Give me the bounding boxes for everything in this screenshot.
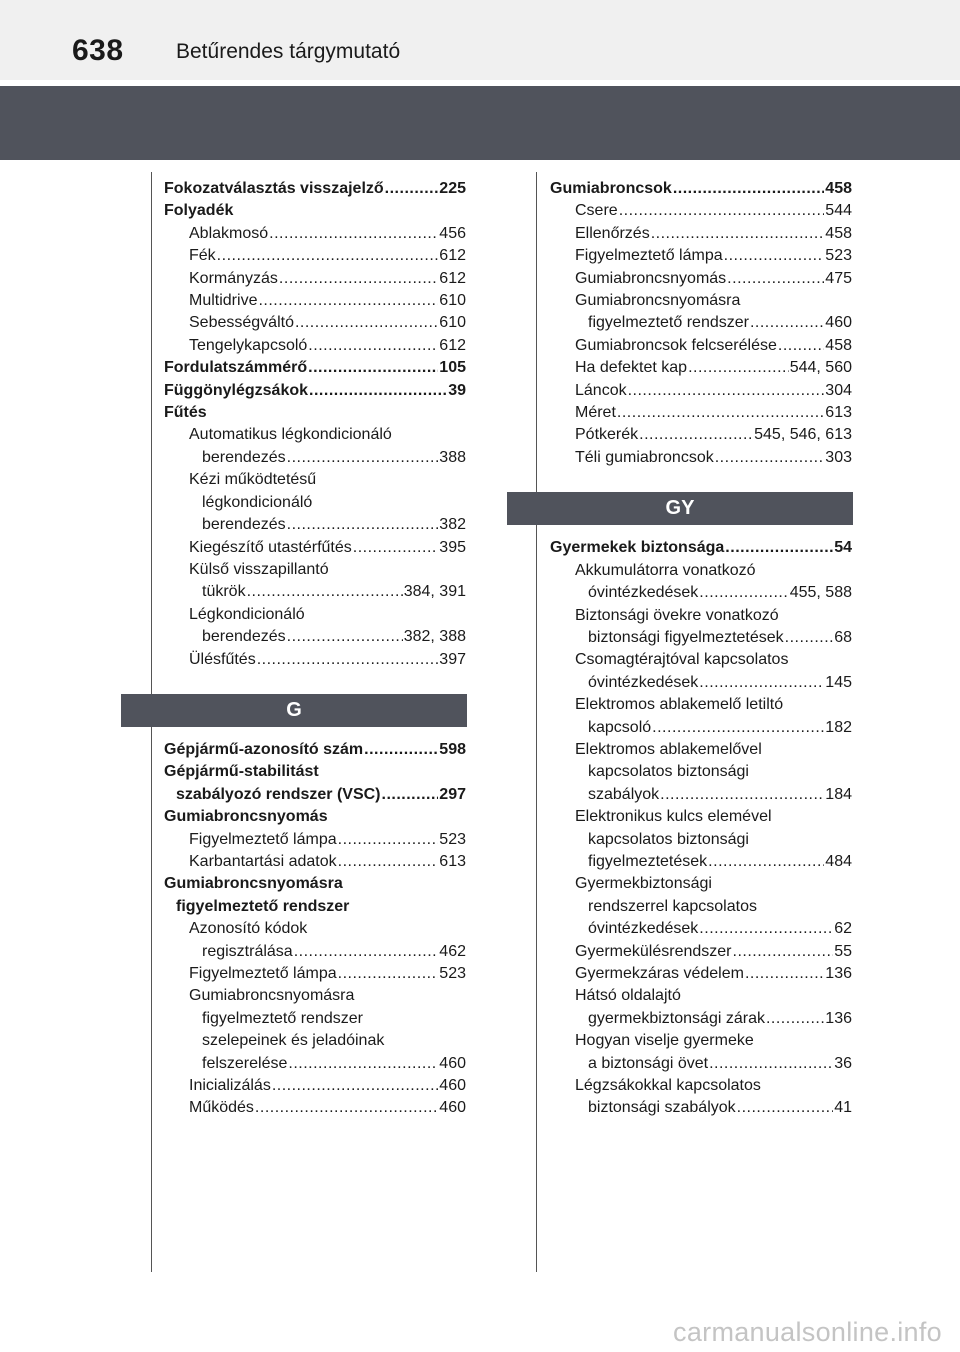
index-entry: [550, 245, 852, 267]
index-entry: [550, 537, 852, 559]
entry-term: Elektromos ablakemelővel: [575, 740, 762, 758]
entry-page-ref: 610: [439, 314, 466, 332]
entry-page-ref: 545, 546, 613: [754, 426, 852, 444]
entry-term: berendezés: [202, 448, 286, 466]
entry-term: óvintézkedések: [588, 584, 699, 602]
index-entry: [550, 200, 852, 222]
entry-term: Légkondicionáló: [189, 605, 305, 623]
section-letter-bar: GY: [507, 492, 853, 525]
entry-page-ref: 460: [439, 1077, 466, 1095]
index-entry: [550, 1097, 852, 1119]
entry-page-ref: 384, 391: [403, 583, 466, 601]
entry-term: Gyermekülésrendszer: [575, 942, 732, 960]
entry-page-ref: 612: [439, 269, 466, 287]
dot-leader: [309, 380, 447, 402]
entry-term: Légzsákokkal kapcsolatos: [575, 1077, 761, 1095]
entry-term: biztonsági szabályok: [588, 1099, 736, 1117]
index-entry: [164, 492, 466, 514]
index-entry: [550, 335, 852, 357]
index-entry: [550, 290, 852, 312]
dot-leader: [288, 1053, 438, 1075]
index-entry: [550, 424, 852, 446]
index-entry: [550, 694, 852, 716]
dot-leader: [272, 1075, 438, 1097]
index-entry: [550, 605, 852, 627]
dot-leader: [308, 335, 438, 357]
entry-term: biztonsági figyelmeztetések: [588, 628, 784, 646]
entry-term: kapcsolatos biztonsági: [588, 763, 749, 781]
entry-page-ref: 462: [439, 942, 466, 960]
entry-term: Biztonsági övekre vonatkozó: [575, 606, 779, 624]
entry-page-ref: 184: [825, 785, 852, 803]
dot-leader: [308, 357, 438, 379]
index-entry: [164, 1053, 466, 1075]
entry-page-ref: 304: [825, 381, 852, 399]
entry-term: Figyelmeztető lámpa: [189, 830, 337, 848]
entry-page-ref: 136: [825, 1009, 852, 1027]
dot-leader: [255, 1097, 438, 1119]
dot-leader: [338, 963, 439, 985]
entry-term: kapcsolatos biztonsági: [588, 830, 749, 848]
entry-page-ref: 523: [439, 830, 466, 848]
entry-page-ref: 382: [439, 516, 466, 534]
entry-page-ref: 39: [448, 381, 466, 399]
index-entry: [164, 985, 466, 1007]
entry-page-ref: 458: [825, 336, 852, 354]
dot-leader: [385, 178, 439, 200]
dot-leader: [338, 829, 439, 851]
index-entry: [550, 761, 852, 783]
entry-term: Ellenőrzés: [575, 224, 650, 242]
index-column-left: [164, 178, 466, 1120]
entry-term: Ha defektet kap: [575, 359, 688, 377]
entry-term: felszerelése: [202, 1054, 288, 1072]
entry-page-ref: 456: [439, 224, 466, 242]
entry-page-ref: 395: [439, 538, 466, 556]
dot-leader: [258, 290, 438, 312]
dot-leader: [247, 581, 403, 603]
entry-term: Fűtés: [164, 404, 207, 422]
dot-leader: [287, 447, 439, 469]
index-entry: [164, 402, 466, 424]
entry-term: Ablakmosó: [189, 224, 269, 242]
header-band: [0, 86, 960, 160]
index-entry: [550, 896, 852, 918]
entry-page-ref: 55: [834, 942, 852, 960]
dot-leader: [708, 851, 824, 873]
dot-leader: [217, 245, 439, 267]
dot-leader: [778, 335, 824, 357]
index-entry: [550, 447, 852, 469]
entry-term: Tengelykapcsoló: [189, 336, 308, 354]
index-entry: [550, 1030, 852, 1052]
entry-term: Gumiabroncsnyomásra: [189, 987, 355, 1005]
entry-term: Inicializálás: [189, 1077, 271, 1095]
index-entry: [550, 806, 852, 828]
entry-term: szelepeinek és jeladóinak: [202, 1032, 385, 1050]
index-entry: [164, 312, 466, 334]
entry-term: berendezés: [202, 516, 286, 534]
index-entry: [164, 335, 466, 357]
entry-term: tükrök: [202, 583, 246, 601]
entry-term: Sebességváltó: [189, 314, 294, 332]
entry-term: figyelmeztető rendszer: [588, 314, 749, 332]
entry-page-ref: 62: [834, 920, 852, 938]
entry-term: Pótkerék: [575, 426, 639, 444]
index-entry: [164, 1030, 466, 1052]
entry-page-ref: 455, 588: [789, 584, 852, 602]
index-entry: [164, 424, 466, 446]
entry-term: Folyadék: [164, 202, 234, 220]
entry-page-ref: 475: [825, 269, 852, 287]
entry-term: Akkumulátorra vonatkozó: [575, 561, 756, 579]
entry-page-ref: 460: [439, 1054, 466, 1072]
entry-term: figyelmeztető rendszer: [176, 897, 350, 915]
index-entry: [164, 357, 466, 379]
entry-term: Figyelmeztető lámpa: [575, 247, 723, 265]
entry-term: Gumiabroncsok: [550, 180, 672, 197]
index-entry: [164, 806, 466, 828]
entry-page-ref: 225: [439, 180, 466, 197]
dot-leader: [699, 582, 788, 604]
index-entry: [164, 941, 466, 963]
entry-term: Gumiabroncsnyomás: [575, 269, 727, 287]
entry-term: kapcsoló: [588, 718, 652, 736]
entry-term: Gyermekzáras védelem: [575, 965, 744, 982]
index-entry: [164, 559, 466, 581]
entry-page-ref: 105: [439, 359, 466, 377]
index-entry: [550, 223, 852, 245]
dot-leader: [617, 402, 824, 424]
section-letter-bar: G: [121, 694, 467, 727]
page-header: [0, 0, 960, 80]
index-entry: [164, 245, 466, 267]
page-title: Betűrendes tárgymutató: [176, 40, 401, 63]
index-entry: [164, 851, 466, 873]
entry-page-ref: 613: [439, 852, 466, 870]
entry-term: regisztrálása: [202, 942, 293, 960]
index-entry: [550, 739, 852, 761]
index-entry: [550, 178, 852, 200]
entry-term: óvintézkedések: [588, 673, 699, 691]
dot-leader: [699, 918, 833, 940]
index-column-right: [550, 178, 852, 1120]
index-entry: [164, 1075, 466, 1097]
dot-leader: [279, 268, 438, 290]
entry-term: Karbantartási adatok: [189, 852, 337, 870]
entry-page-ref: 460: [825, 314, 852, 332]
index-entry: [164, 514, 466, 536]
entry-page-ref: 458: [825, 180, 852, 197]
entry-term: Gépjármű-azonosító szám: [164, 740, 364, 758]
entry-term: Méret: [575, 404, 616, 422]
index-entry: [164, 223, 466, 245]
entry-term: Téli gumiabroncsok: [575, 448, 714, 466]
entry-term: Hogyan viselje gyermeke: [575, 1032, 754, 1050]
index-entry: [164, 537, 466, 559]
entry-page-ref: 612: [439, 247, 466, 265]
index-entry: [164, 447, 466, 469]
index-entry: [550, 1008, 852, 1030]
index-entry: [164, 178, 466, 200]
dot-leader: [287, 626, 403, 648]
entry-term: figyelmeztető rendszer: [202, 1009, 363, 1027]
index-entry: [164, 829, 466, 851]
index-entry: [164, 604, 466, 626]
dot-leader: [269, 223, 438, 245]
entry-page-ref: 145: [825, 673, 852, 691]
dot-leader: [715, 447, 825, 469]
entry-term: Csere: [575, 202, 618, 220]
index-entry: [550, 829, 852, 851]
dot-leader: [639, 424, 753, 446]
entry-page-ref: 41: [834, 1099, 852, 1117]
entry-term: Csomagtérajtóval kapcsolatos: [575, 651, 789, 669]
entry-page-ref: 388: [439, 448, 466, 466]
entry-page-ref: 458: [825, 224, 852, 242]
index-entry: [164, 268, 466, 290]
entry-term: a biztonsági övet: [588, 1054, 709, 1072]
index-entry: [550, 851, 852, 873]
dot-leader: [750, 312, 824, 334]
column-divider-right: [536, 172, 537, 1272]
entry-page-ref: 303: [825, 448, 852, 466]
entry-term: Hátsó oldalajtó: [575, 987, 681, 1005]
entry-page-ref: 397: [439, 650, 466, 668]
entry-term: Függönylégzsákok: [164, 381, 309, 399]
entry-term: Működés: [189, 1099, 254, 1117]
entry-page-ref: 613: [825, 404, 852, 422]
entry-page-ref: 54: [834, 539, 852, 557]
dot-leader: [257, 649, 439, 671]
dot-leader: [733, 941, 834, 963]
dot-leader: [725, 537, 833, 559]
dot-leader: [628, 380, 825, 402]
entry-term: Multidrive: [189, 292, 258, 310]
entry-term: Gyermekbiztonsági: [575, 875, 712, 893]
entry-page-ref: 36: [834, 1054, 852, 1072]
entry-term: Kiegészítő utastérfűtés: [189, 538, 352, 556]
entry-page-ref: 612: [439, 336, 466, 354]
entry-term: Elektromos ablakemelő letiltó: [575, 696, 784, 714]
entry-term: berendezés: [202, 628, 286, 646]
index-entry: [550, 312, 852, 334]
dot-leader: [353, 537, 439, 559]
dot-leader: [364, 739, 438, 761]
dot-leader: [652, 717, 824, 739]
dot-leader: [660, 784, 824, 806]
entry-term: óvintézkedések: [588, 920, 699, 938]
entry-term: Kormányzás: [189, 269, 278, 287]
index-entry: [550, 402, 852, 424]
index-entry: [550, 941, 852, 963]
entry-page-ref: 523: [439, 965, 466, 982]
index-entry: [164, 581, 466, 603]
index-entry: [550, 380, 852, 402]
entry-term: Fokozatválasztás visszajelző: [164, 180, 384, 197]
entry-term: Kézi működtetésű: [189, 471, 317, 489]
index-entry: [550, 649, 852, 671]
dot-leader: [688, 357, 789, 379]
entry-term: Gumiabroncsnyomásra: [575, 292, 741, 310]
entry-page-ref: 68: [834, 628, 852, 646]
dot-leader: [295, 312, 438, 334]
index-entry: [550, 627, 852, 649]
entry-term: Gumiabroncsnyomásra: [164, 875, 343, 893]
entry-page-ref: 297: [439, 785, 466, 803]
index-entry: [550, 985, 852, 1007]
index-entry: [550, 873, 852, 895]
dot-leader: [724, 245, 825, 267]
dot-leader: [382, 784, 439, 806]
index-entry: [164, 1008, 466, 1030]
entry-term: légkondicionáló: [202, 493, 313, 511]
dot-leader: [766, 1008, 824, 1030]
index-entry: [164, 380, 466, 402]
dot-leader: [745, 963, 824, 985]
index-entry: [550, 918, 852, 940]
entry-term: Automatikus légkondicionáló: [189, 426, 392, 444]
dot-leader: [785, 627, 834, 649]
entry-term: gyermekbiztonsági zárak: [588, 1009, 765, 1027]
entry-page-ref: 136: [825, 965, 852, 982]
entry-page-ref: 460: [439, 1099, 466, 1117]
entry-term: Elektronikus kulcs elemével: [575, 808, 772, 826]
entry-term: szabályok: [588, 785, 660, 803]
entry-term: Gyermekek biztonsága: [550, 539, 725, 557]
entry-term: Figyelmeztető lámpa: [189, 965, 337, 982]
index-entry: [550, 268, 852, 290]
page-number: 638: [72, 34, 124, 67]
index-entry: [164, 200, 466, 222]
index-entry: [164, 649, 466, 671]
index-entry: [164, 761, 466, 783]
entry-term: rendszerrel kapcsolatos: [588, 897, 757, 915]
index-entry: [164, 918, 466, 940]
entry-term: Gépjármű-stabilitást: [164, 763, 319, 781]
index-entry: [550, 1053, 852, 1075]
watermark: carmanualsonline.info: [673, 1317, 942, 1347]
index-entry: [164, 963, 466, 985]
index-entry: [164, 626, 466, 648]
index-entry: [550, 717, 852, 739]
dot-leader: [294, 941, 439, 963]
dot-leader: [699, 672, 824, 694]
entry-page-ref: 382, 388: [403, 628, 466, 646]
index-entry: [164, 469, 466, 491]
entry-page-ref: 523: [825, 247, 852, 265]
dot-leader: [673, 178, 824, 200]
entry-page-ref: 484: [825, 852, 852, 870]
entry-page-ref: 544: [825, 202, 852, 220]
entry-page-ref: 544, 560: [789, 359, 852, 377]
dot-leader: [709, 1053, 833, 1075]
index-entry: [550, 672, 852, 694]
entry-term: Azonosító kódok: [189, 920, 308, 938]
index-entry: [164, 873, 466, 895]
index-entry: [550, 582, 852, 604]
entry-term: Fordulatszámmérő: [164, 359, 308, 377]
index-entry: [164, 290, 466, 312]
dot-leader: [737, 1097, 834, 1119]
entry-term: Külső visszapillantó: [189, 560, 329, 578]
index-entry: [550, 1075, 852, 1097]
index-entry: [550, 963, 852, 985]
index-entry: [164, 896, 466, 918]
entry-term: Gumiabroncsnyomás: [164, 808, 328, 826]
index-entry: [550, 357, 852, 379]
entry-term: Láncok: [575, 381, 627, 399]
index-entry: [164, 1097, 466, 1119]
entry-term: figyelmeztetések: [588, 852, 708, 870]
dot-leader: [727, 268, 824, 290]
dot-leader: [338, 851, 439, 873]
dot-leader: [619, 200, 825, 222]
entry-page-ref: 182: [825, 718, 852, 736]
dot-leader: [287, 514, 439, 536]
entry-term: Fék: [189, 247, 216, 265]
entry-page-ref: 610: [439, 292, 466, 310]
entry-page-ref: 598: [439, 740, 466, 758]
index-entry: [164, 739, 466, 761]
index-entry: [164, 784, 466, 806]
index-entry: [550, 784, 852, 806]
entry-term: szabályozó rendszer (VSC): [176, 785, 381, 803]
dot-leader: [651, 223, 825, 245]
entry-term: Gumiabroncsok felcserélése: [575, 336, 777, 354]
index-entry: [550, 560, 852, 582]
entry-term: Ülésfűtés: [189, 650, 256, 668]
